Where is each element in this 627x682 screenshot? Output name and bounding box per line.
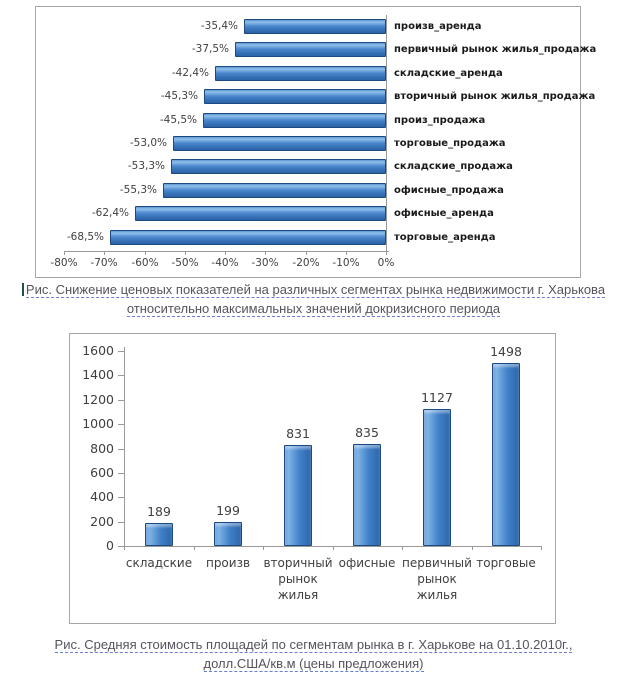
bar-category-label: вторичный рынок жилья <box>263 556 333 602</box>
bar-value-label: -42,4% <box>171 67 209 79</box>
bar <box>203 113 386 128</box>
y-axis-tick <box>118 449 124 450</box>
bar-value-label: -62,4% <box>91 207 129 219</box>
y-tick-label: 600 <box>90 465 114 480</box>
bar <box>163 183 386 198</box>
bar <box>110 230 386 245</box>
y-axis-tick <box>118 375 124 376</box>
bar-category-label: офисные_аренда <box>394 208 494 219</box>
bar-value-label: 1498 <box>490 344 522 359</box>
y-tick-label: 0 <box>106 538 114 553</box>
bar <box>214 522 242 546</box>
y-axis-line <box>124 347 125 547</box>
x-axis-tick <box>402 546 403 550</box>
bar-category-label: складские_аренда <box>394 68 503 79</box>
bar-category-label: торговые_аренда <box>394 232 496 243</box>
y-axis-tick <box>118 473 124 474</box>
bar-value-label: -53,3% <box>127 160 165 172</box>
bar <box>353 444 381 546</box>
y-axis-tick <box>118 351 124 352</box>
bar-category-label: офисные <box>338 556 396 570</box>
bar <box>235 42 386 57</box>
y-tick-label: 400 <box>90 489 114 504</box>
x-tick-label: -60% <box>131 257 159 269</box>
x-axis-tick <box>194 546 195 550</box>
decline-chart-figure <box>35 6 597 278</box>
bar-value-label: -45,3% <box>160 90 198 102</box>
x-tick-label: -10% <box>332 257 360 269</box>
y-tick-label: 1200 <box>82 392 114 407</box>
x-axis-tick <box>64 251 65 255</box>
bar <box>173 136 386 151</box>
bar-category-label: офисные_продажа <box>394 185 504 196</box>
bar <box>135 206 386 221</box>
bar-category-label: торговые_продажа <box>394 138 506 149</box>
zero-axis-line <box>386 15 387 251</box>
price-chart-figure <box>69 333 556 624</box>
bar-value-label: 1127 <box>421 390 453 405</box>
x-axis-tick <box>386 251 387 255</box>
bar-value-label: -45,5% <box>159 114 197 126</box>
x-axis-tick <box>145 251 146 255</box>
figure2-caption <box>0 636 627 673</box>
bar-category-label: торговые <box>476 556 536 570</box>
bar <box>204 89 386 104</box>
bar-value-label: -37,5% <box>191 43 229 55</box>
bar-category-label: произв <box>205 556 251 570</box>
figure1-caption-line1: Рис. Снижение ценовых показателей на различных сегментах рынка недвижимости г. Харькова <box>25 282 606 297</box>
bar-category-label: произв_аренда <box>394 21 482 32</box>
bar-value-label: -35,4% <box>200 20 238 32</box>
bar <box>244 19 386 34</box>
y-axis-tick <box>118 400 124 401</box>
bar <box>492 363 520 546</box>
y-tick-label: 1600 <box>82 343 114 358</box>
y-tick-label: 800 <box>90 441 114 456</box>
bar-value-label: 835 <box>355 425 379 440</box>
x-axis-tick <box>124 546 125 550</box>
y-tick-label: 1000 <box>82 416 114 431</box>
bar-category-label: вторичный рынок жилья_продажа <box>394 91 596 102</box>
bar-value-label: 189 <box>147 504 171 519</box>
x-axis-tick <box>265 251 266 255</box>
y-axis-tick <box>118 497 124 498</box>
figure2-caption-line2: долл.США/кв.м (цены предложения) <box>203 655 424 671</box>
bar-category-label: первичный рынок жилья <box>402 556 472 602</box>
x-axis-line <box>64 251 389 252</box>
x-axis-tick <box>225 251 226 255</box>
x-axis-tick <box>472 546 473 550</box>
bar-value-label: 199 <box>216 503 240 518</box>
x-axis-tick <box>104 251 105 255</box>
x-axis-tick <box>346 251 347 255</box>
bar-value-label: -53,0% <box>129 137 167 149</box>
x-tick-label: -80% <box>50 257 78 269</box>
y-axis-tick <box>118 424 124 425</box>
y-axis-tick <box>118 522 124 523</box>
y-tick-label: 1400 <box>82 367 114 382</box>
x-axis-tick <box>306 251 307 255</box>
x-tick-label: -70% <box>90 257 118 269</box>
x-axis-tick <box>333 546 334 550</box>
bar <box>284 445 312 546</box>
x-tick-label: -50% <box>171 257 199 269</box>
text-cursor <box>22 283 24 296</box>
bar-value-label: -68,5% <box>66 231 104 243</box>
bar <box>171 159 386 174</box>
bar <box>215 66 386 81</box>
x-tick-label: -30% <box>251 257 279 269</box>
x-tick-label: -20% <box>292 257 320 269</box>
bar <box>145 523 173 546</box>
x-tick-label: 0% <box>377 257 395 269</box>
bar-value-label: 831 <box>286 426 310 441</box>
bar-category-label: первичный рынок жилья_продажа <box>394 44 597 55</box>
bar-value-label: -55,3% <box>119 184 157 196</box>
bar-category-label: складские <box>125 556 193 570</box>
x-axis-tick <box>185 251 186 255</box>
bar-category-label: складские_продажа <box>394 161 513 172</box>
x-axis-tick <box>263 546 264 550</box>
figure1-caption-line2: относительно максимальных значений докризисного периода <box>126 300 501 316</box>
figure1-caption <box>0 281 627 318</box>
figure2-caption-line1: Рис. Средняя стоимость площадей по сегментам рынка в г. Харькове на 01.10.2010г., <box>54 637 573 652</box>
x-tick-label: -40% <box>211 257 239 269</box>
x-axis-tick <box>541 546 542 550</box>
bar <box>423 409 451 546</box>
y-tick-label: 200 <box>90 514 114 529</box>
bar-category-label: произ_продажа <box>394 115 486 126</box>
